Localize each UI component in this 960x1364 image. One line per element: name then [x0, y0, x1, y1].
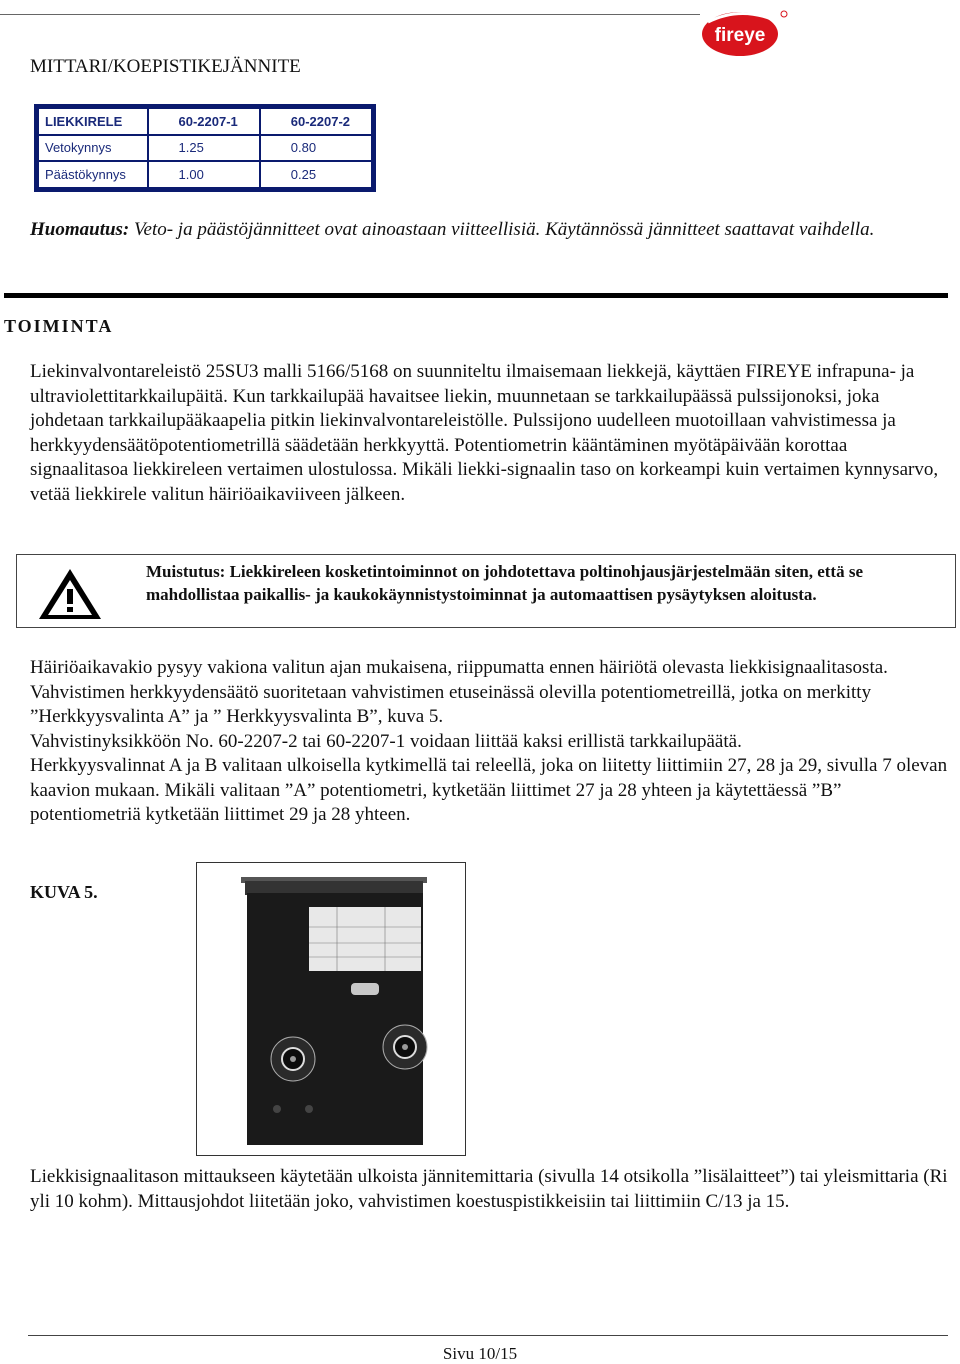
body-paragraph-group: [30, 656, 950, 828]
body-line: Herkkyysvalinnat A ja B valitaan ulkoisella kytkimellä tai releellä, joka on liitetty liittimiin 27, 28 ja 29, sivulla 7 olevan kaavion mukaan. Mikäli valitaan ”A” potentiometri, kytketään liittimet 27 ja 28 yhteen ja käytettäessä ”B” potentiometriä kytketään liittimet 29 ja 28 yhteen.: [30, 755, 948, 825]
body-line: Vahvistimen herkkyydensäätö suoritetaan vahvistimen etuseinässä olevilla potentiometreillä, jotka on merkitty ”Herkkyysvalinta A” ja ” Herkkyysvalinta B”, kuva 5.: [30, 681, 872, 727]
note-paragraph: [30, 218, 930, 242]
fireye-logo: [700, 4, 792, 62]
page-number: Sivu 10/15: [442, 1344, 518, 1363]
table-cell: 1.25: [148, 135, 260, 162]
note-label: Huomautus:: [30, 219, 130, 240]
table-header-cell: 60-2207-2: [260, 108, 372, 135]
table-header-cell: LIEKKIRELE: [38, 108, 148, 135]
amplifier-illustration: [197, 863, 465, 1155]
page-title: MITTARI/KOEPISTIKEJÄNNITE: [30, 56, 301, 77]
section-heading: TOIMINTA: [4, 316, 114, 336]
table-cell: Vetokynnys: [38, 135, 148, 162]
section-divider: [4, 293, 948, 298]
table-cell: Päästökynnys: [38, 161, 148, 188]
table-cell: 0.80: [260, 135, 372, 162]
body-paragraph: Liekinvalvontareleistö 25SU3 malli 5166/5168 on suunniteltu ilmaisemaan liekkejä, käyttäen FIREYE infrapuna- ja ultraviolettitarkkailupäitä. Kun tarkkailupää havaitsee liekin, muunnetaan se tarkkailupäässä pulssijonoksi, joka johdetaan tarkkailupääkaapelia pitkin liekinvalvontareleistölle. Pulssijono uudelleen muotoillaan vahvistimessa ja herkkyydensäätöpotentiometrillä säädetään herkkyyttä. Potentiometrin kääntäminen myötäpäivään korottaa signaalitasoa liekkireleen vertaimen ulostulossa. Mikäli liekki-signaalin taso on korkeampi kuin vertaimen kynnysarvo, vetää liekkirele valitun häiriöaikaviiveen jälkeen.: [30, 361, 939, 505]
table-cell: 1.00: [148, 161, 260, 188]
table-cell: 0.25: [260, 161, 372, 188]
header-rule: [0, 14, 700, 15]
warning-text: Muistutus: Liekkireleen kosketintoiminnot on johdotettava poltinohjausjärjestelmään siten, että se mahdollistaa paikallis- ja kaukokäynnistystoiminnat ja automaattisen pysäytyksen aloitusta.: [146, 562, 863, 604]
body-line: Häiriöaikavakio pysyy vakiona valitun ajan mukaisena, riippumatta ennen häiriötä olevasta liekkisignaalitasosta.: [30, 657, 888, 678]
body-line: Vahvistinyksikköön No. 60-2207-2 tai 60-2207-1 voidaan liittää kaksi erillistä tarkkailupäätä.: [30, 730, 742, 752]
table-row: [38, 135, 372, 162]
figure-label: KUVA 5.: [30, 882, 98, 902]
footer-rule: [28, 1335, 948, 1336]
note-text: Veto- ja päästöjännitteet ovat ainoastaan viitteellisiä. Käytännössä jännitteet saattavat vaihdella.: [129, 219, 875, 240]
body-paragraph: Liekkisignaalitason mittaukseen käytetään ulkoista jännitemittaria (sivulla 14 otsikolla ”lisälaitteet”) tai yleismittaria (Ri yli 10 kohm). Mittausjohdot liitetään joko, vahvistimen koestuspistikkeisiin tai liittimiin C/13 ja 15.: [30, 1166, 948, 1212]
warning-triangle-icon: [36, 566, 104, 622]
amplifier-photo: [196, 862, 466, 1156]
logo-text: fireye: [714, 25, 766, 46]
table-header-cell: 60-2207-1: [148, 108, 260, 135]
table-row: [38, 161, 372, 188]
relay-threshold-table: [34, 104, 376, 192]
